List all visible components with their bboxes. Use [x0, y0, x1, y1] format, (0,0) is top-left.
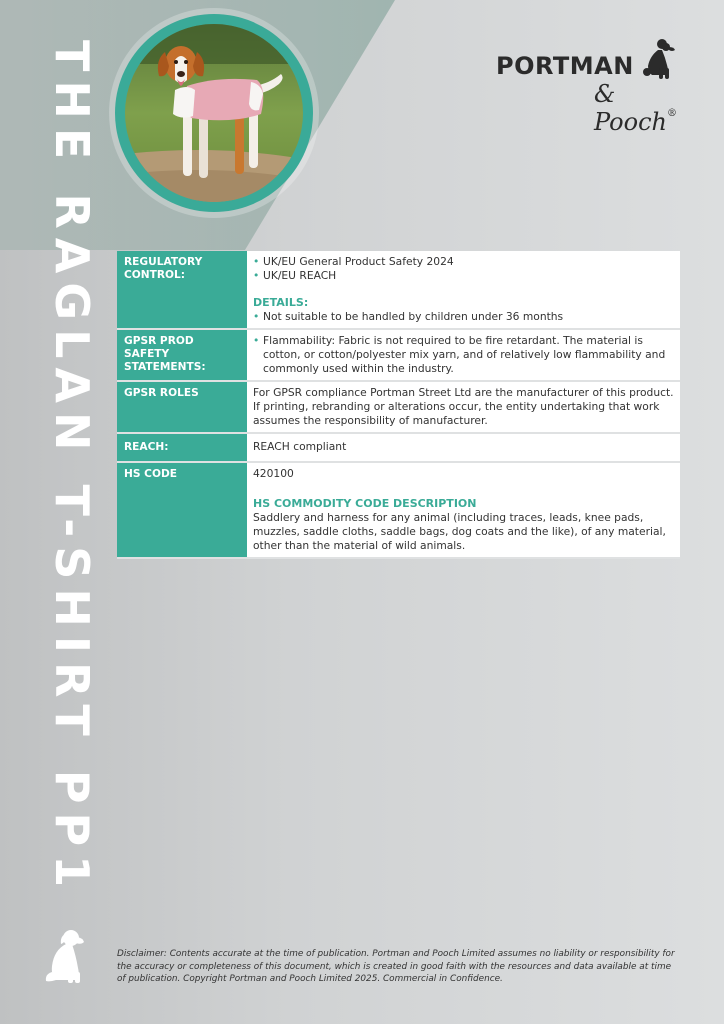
row-value	[247, 329, 680, 381]
spec-row-gpsr-roles	[117, 381, 680, 433]
row-label: REACH:	[117, 433, 247, 462]
spec-row-reach	[117, 433, 680, 462]
row-label: GPSR ROLES	[117, 381, 247, 433]
spec-row-hs-code	[117, 462, 680, 558]
row-value: REACH compliant	[247, 433, 680, 462]
spec-row-gpsr-safety	[117, 329, 680, 381]
hs-description-heading: HS COMMODITY CODE DESCRIPTION	[253, 497, 477, 510]
list-item: • Flammability: Fabric is not required to be fire retardant. The material is cotton, or cotton/polyester mix yarn, and of relatively low flammability and commonly used within the industry.	[253, 334, 674, 376]
row-label: GPSR PROD SAFETY STATEMENTS:	[117, 329, 247, 381]
row-value	[247, 462, 680, 558]
brand-subname: & Pooch®	[594, 80, 677, 136]
row-value	[247, 251, 680, 329]
dog-sitting-icon	[44, 928, 88, 984]
list-item: • UK/EU General Product Safety 2024	[253, 255, 674, 269]
disclaimer-text: Disclaimer: Contents accurate at the time of publication. Portman and Pooch Limited assumes no liability or responsibility for the accuracy or completeness of this document, which is created in good faith with the resources and data available at time of publication. Copyright Portman and Pooch Limited 2025. Commercial in Confidence.	[117, 949, 675, 984]
list-item: • UK/EU REACH	[253, 269, 674, 283]
brand-name: PORTMAN	[496, 52, 634, 80]
row-value: For GPSR compliance Portman Street Ltd are the manufacturer of this product. If printing, rebranding or alterations occur, the entity undertaking that work assumes the responsibility of manufacturer.	[247, 381, 680, 433]
poodle-icon	[642, 38, 676, 80]
product-title-text: THE RAGLAN T-SHIRT PP1	[45, 40, 99, 897]
details-heading: DETAILS:	[253, 296, 309, 309]
dog-photo-illustration	[125, 24, 303, 202]
product-photo	[125, 24, 303, 202]
row-label: HS CODE	[117, 462, 247, 558]
spec-row-regulatory-control	[117, 251, 680, 329]
regulatory-spec-table	[117, 251, 680, 559]
brand-logo	[496, 38, 686, 136]
hs-description-text: Saddlery and harness for any animal (including traces, leads, knee pads, muzzles, saddle cloths, saddle bags, dog coats and the like), of any material, other than the material of wild animals.	[253, 511, 666, 552]
product-photo-frame	[115, 14, 313, 212]
row-label: REGULATORY CONTROL:	[117, 251, 247, 329]
list-item: • Not suitable to be handled by children under 36 months	[253, 310, 674, 324]
vertical-product-title	[42, 40, 102, 920]
hs-code-value: 420100	[253, 467, 294, 480]
